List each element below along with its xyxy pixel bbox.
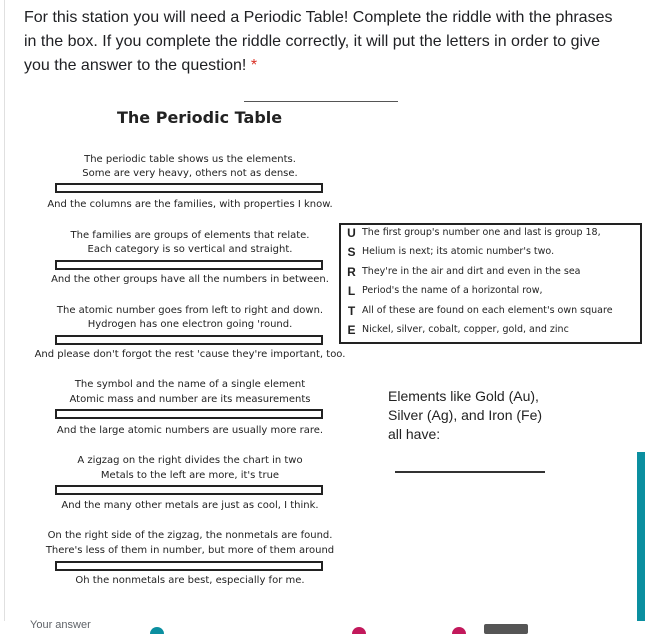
stanza-5-after: And the many other metals are just as cool, I think. — [61, 500, 319, 511]
word-box-row — [341, 223, 601, 242]
stanza-3-after: And please don't forgot the rest 'cause they're important, too. — [34, 349, 346, 360]
taskbar-icon[interactable] — [352, 627, 366, 634]
stanza-3-line-1: The atomic number goes from left to right and down. — [56, 305, 324, 316]
stanza-2-after: And the other groups have all the numbers in between. — [51, 274, 329, 285]
stanza-4-line-2: Atomic mass and number are its measurements — [69, 394, 311, 405]
answer-blank-line — [395, 471, 545, 473]
taskbar-icon[interactable] — [452, 627, 466, 634]
stanza-3-blank — [55, 335, 323, 345]
stanza-2-line-1: The families are groups of elements that relate. — [70, 230, 310, 241]
word-box-letter: L — [347, 283, 356, 298]
word-box-row — [341, 281, 543, 300]
answer-question — [388, 387, 542, 444]
stanza-5-line-1: A zigzag on the right divides the chart in two — [77, 455, 303, 466]
taskbar-item[interactable] — [484, 624, 528, 634]
stanza-4-after: And the large atomic numbers are usually more rare. — [56, 425, 324, 436]
stanza-6-line-2: There's less of them in number, but more of them around — [45, 545, 335, 556]
word-box-row — [341, 262, 581, 281]
taskbar-icon[interactable] — [150, 627, 164, 634]
stanza-5-line-2: Metals to the left are more, it's true — [100, 470, 280, 481]
word-box-phrase: Helium is next; its atomic number's two. — [362, 246, 555, 257]
stanza-4-line-1: The symbol and the name of a single element — [74, 379, 306, 390]
stanza-4-blank — [55, 409, 323, 419]
stanza-2-line-2: Each category is so vertical and straight. — [87, 244, 293, 255]
stanza-3-line-2: Hydrogen has one electron going 'round. — [87, 319, 293, 330]
word-box-phrase: They're in the air and dirt and even in the sea — [362, 266, 581, 277]
word-box-letter: T — [347, 303, 356, 318]
word-box — [339, 223, 642, 344]
stanza-1-line-1: The periodic table shows us the elements. — [84, 154, 296, 165]
answer-question-line-2: Silver (Ag), and Iron (Fe) — [388, 407, 543, 423]
stanza-6-blank — [55, 561, 323, 571]
word-box-row — [341, 301, 613, 320]
word-box-letter: U — [347, 225, 356, 240]
answer-question-line-3: all have: — [388, 426, 441, 442]
bottom-strip — [0, 621, 645, 634]
answer-question-line-1: Elements like Gold (Au), — [388, 388, 539, 404]
word-box-letter: S — [347, 244, 356, 259]
stanza-2-blank — [55, 260, 323, 270]
stanza-1-line-2: Some are very heavy, others not as dense. — [82, 168, 298, 179]
question-body: For this station you will need a Periodic Table! Complete the riddle with the phrases in the box. If you complete the riddle correctly, it will put the letters in order to give you the answer to the question! — [24, 9, 613, 74]
stanza-1-after: And the columns are the families, with properties I know. — [47, 199, 333, 210]
word-box-letter: E — [347, 322, 356, 337]
answer-input-hint[interactable]: Your answer — [30, 619, 91, 631]
word-box-row — [341, 242, 554, 261]
required-mark: * — [250, 57, 258, 74]
stanza-1-blank — [55, 183, 323, 193]
scroll-accent-bar — [637, 452, 645, 634]
word-box-phrase: All of these are found on each element's own square — [362, 305, 613, 316]
worksheet-title: The Periodic Table — [117, 108, 283, 127]
stanza-6-line-1: On the right side of the zigzag, the nonmetals are found. — [47, 530, 333, 541]
word-box-phrase: Nickel, silver, cobalt, copper, gold, and zinc — [362, 324, 569, 335]
word-box-letter: R — [347, 264, 356, 279]
stanza-5-blank — [55, 485, 323, 495]
stanza-6-after: Oh the nonmetals are best, especially for me. — [75, 575, 305, 586]
word-box-phrase: The first group's number one and last is group 18, — [362, 227, 601, 238]
word-box-row — [341, 320, 569, 339]
word-box-phrase: Period's the name of a horizontal row, — [362, 285, 543, 296]
